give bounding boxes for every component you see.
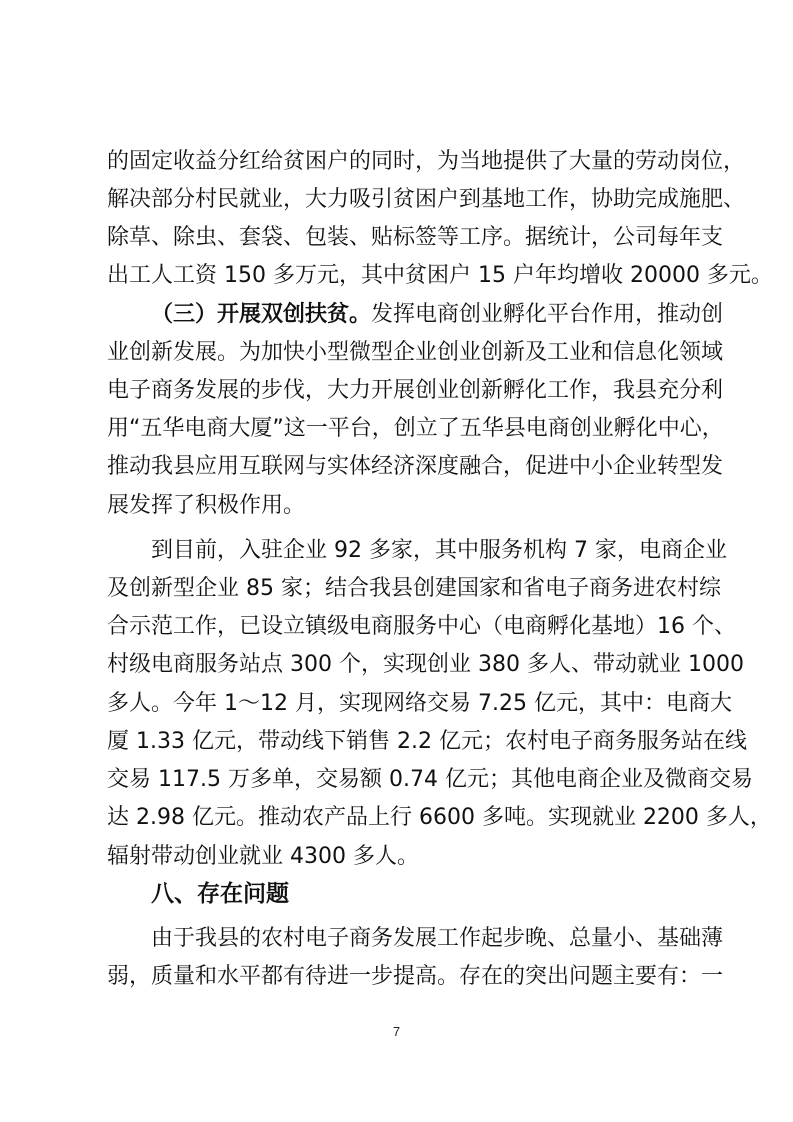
paragraph-line: 由于我县的农村电子商务发展工作起步晚、总量小、基础薄	[151, 926, 724, 951]
paragraph-line: 用“五华电商大厦”这一平台，创立了五华县电商创业孵化中心，	[107, 416, 724, 441]
page-number: 7	[392, 1024, 401, 1039]
section-three-heading: （三）开展双创扶贫。	[151, 302, 372, 327]
paragraph-line-section-three	[151, 301, 724, 329]
paragraph-line: 解决部分村民就业，大力吸引贫困户到基地工作，协助完成施肥、	[107, 187, 746, 212]
paragraph-line: 达 2.98 亿元。推动农产品上行 6600 多吨。实现就业 2200 多人，	[107, 805, 772, 830]
section-three-text: 发挥电商创业孵化平台作用，推动创	[371, 302, 724, 327]
paragraph-line: 弱，质量和水平都有待进一步提高。存在的突出问题主要有：一	[107, 964, 724, 989]
paragraph-line: 除草、除虫、套袋、包装、贴标签等工序。据统计，公司每年支	[107, 225, 724, 250]
paragraph-line: 电子商务发展的步伐，大力开展创业创新孵化工作，我县充分利	[107, 378, 724, 403]
paragraph-line: 到目前，入驻企业 92 多家，其中服务机构 7 家，电商企业	[151, 538, 727, 563]
paragraph-line: 业创新发展。为加快小型微型企业创业创新及工业和信息化领域	[107, 340, 724, 365]
paragraph-line: 村级电商服务站点 300 个，实现创业 380 多人、带动就业 1000	[107, 652, 744, 677]
paragraph-line: 多人。今年 1～12 月，实现网络交易 7.25 亿元，其中：电商大	[107, 691, 732, 716]
paragraph-line: 厦 1.33 亿元，带动线下销售 2.2 亿元；农村电子商务服务站在线	[107, 729, 747, 754]
paragraph-line: 合示范工作，已设立镇级电商服务中心（电商孵化基地）16 个、	[107, 614, 736, 639]
paragraph-line: 辐射带动创业就业 4300 多人。	[107, 844, 419, 869]
paragraph-line: 及创新型企业 85 家；结合我县创建国家和省电子商务进农村综	[107, 576, 721, 601]
paragraph-line: 展发挥了积极作用。	[107, 493, 306, 518]
paragraph-line: 交易 117.5 万多单，交易额 0.74 亿元；其他电商企业及微商交易	[107, 767, 753, 792]
paragraph-line: 推动我县应用互联网与实体经济深度融合，促进中小企业转型发	[107, 454, 724, 479]
section-heading: 八、存在问题	[151, 881, 289, 907]
paragraph-line: 的固定收益分红给贫困户的同时，为当地提供了大量的劳动岗位，	[107, 149, 746, 174]
paragraph-line: 出工人工资 150 多万元，其中贫困户 15 户年均增收 20000 多元。	[107, 263, 773, 288]
